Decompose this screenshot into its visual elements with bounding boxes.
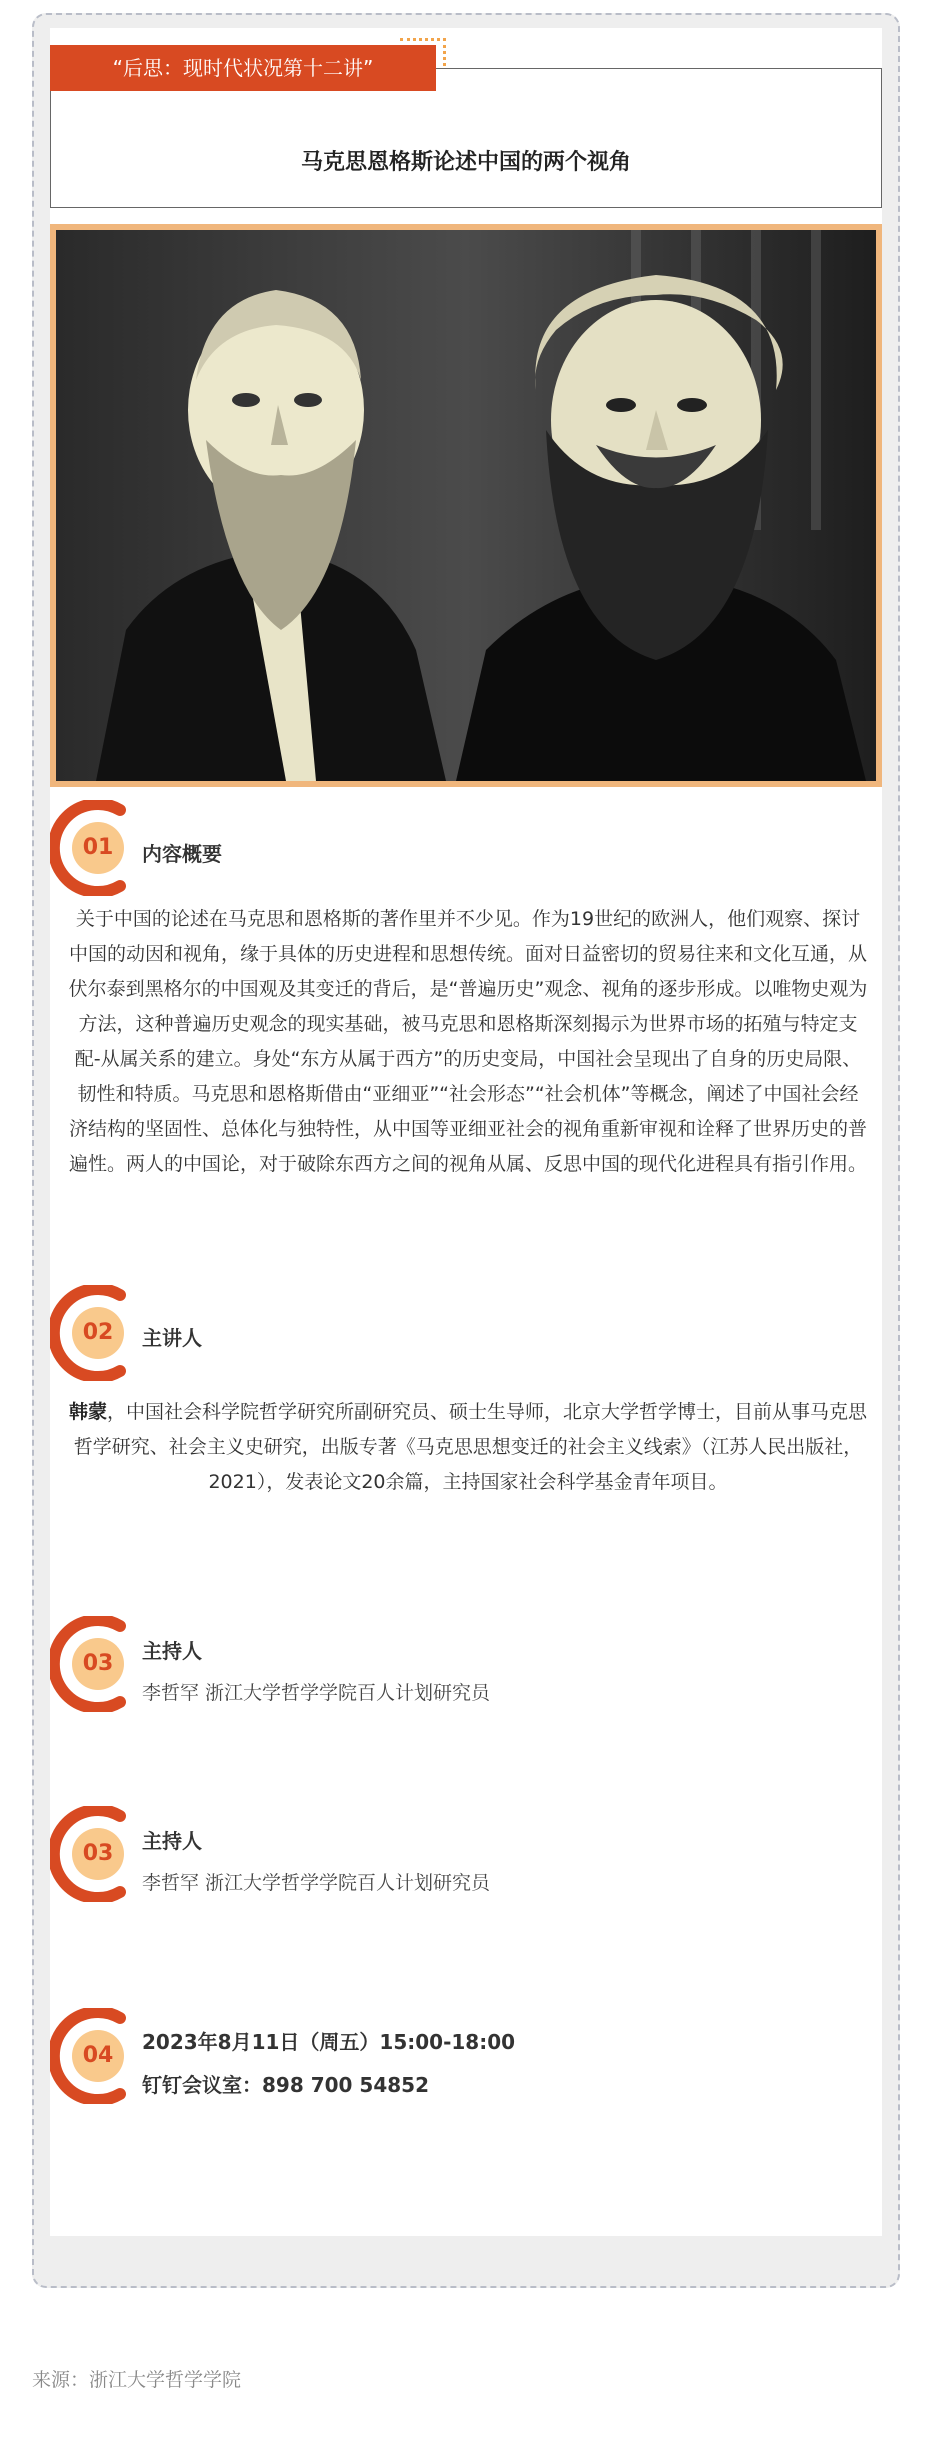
section-badge-02 bbox=[50, 1285, 132, 1381]
section-badge-03-repeat bbox=[50, 1806, 132, 1902]
source-credit: 来源：浙江大学哲学学院 bbox=[32, 2369, 242, 2391]
host-info: 李哲罕 浙江大学哲学学院百人计划研究员 bbox=[142, 1682, 491, 1704]
event-venue: 钉钉会议室：898 700 54852 bbox=[142, 2073, 430, 2097]
section-number: 01 bbox=[82, 835, 114, 860]
section-badge-01 bbox=[50, 800, 132, 896]
section-badge-04 bbox=[50, 2008, 132, 2104]
speaker-bio: ，中国社会科学院哲学研究所副研究员、硕士生导师，北京大学哲学博士，目前从事马克思哲学研究、社会主义史研究，出版专著《马克思思想变迁的社会主义线索》（江苏人民出版社，2021），发表论文20余篇，主持国家社会科学基金青年项目。 bbox=[73, 1401, 868, 1493]
section-number: 04 bbox=[82, 2043, 114, 2068]
section-title-speaker: 主讲人 bbox=[142, 1326, 202, 1350]
section-number: 02 bbox=[82, 1320, 114, 1345]
summary-paragraph: 关于中国的论述在马克思和恩格斯的著作里并不少见。作为19世纪的欧洲人，他们观察、探讨中国的动因和视角，缘于具体的历史进程和思想传统。面对日益密切的贸易往来和文化互通，从伏尔泰到黑格尔的中国观及其变迁的背后，是“普遍历史”观念、视角的逐步形成。以唯物史观为方法，这种普遍历史观念的现实基础，被马克思和恩格斯深刻揭示为世界市场的拓殖与特定支配-从属关系的建立。身处“东方从属于西方”的历史变局，中国社会呈现出了自身的历史局限、韧性和特质。马克思和恩格斯借由“亚细亚”“社会形态”“社会机体”等概念，阐述了中国社会经济结构的坚固性、总体化与独特性，从中国等亚细亚社会的视角重新审视和诠释了世界历史的普遍性。两人的中国论，对于破除东西方之间的视角从属、反思中国的现代化进程具有指引作用。 bbox=[68, 908, 868, 1175]
event-date: 2023年8月11日（周五）15:00-18:00 bbox=[142, 2030, 516, 2054]
section-title-host: 主持人 bbox=[142, 1639, 202, 1663]
series-banner: “后思：现时代状况第十二讲” bbox=[50, 45, 436, 91]
speaker-name: 韩蒙 bbox=[68, 1401, 107, 1423]
host-info-repeat: 李哲罕 浙江大学哲学学院百人计划研究员 bbox=[142, 1872, 491, 1894]
lecture-title: 马克思恩格斯论述中国的两个视角 bbox=[300, 150, 631, 175]
section-title-summary: 内容概要 bbox=[142, 842, 222, 866]
section-number: 03 bbox=[82, 1841, 114, 1866]
speaker-paragraph bbox=[68, 1395, 868, 1500]
section-title-host-repeat: 主持人 bbox=[142, 1829, 202, 1853]
section-badge-03 bbox=[50, 1616, 132, 1712]
section-number: 03 bbox=[82, 1651, 114, 1676]
portrait-illustration bbox=[50, 224, 882, 787]
